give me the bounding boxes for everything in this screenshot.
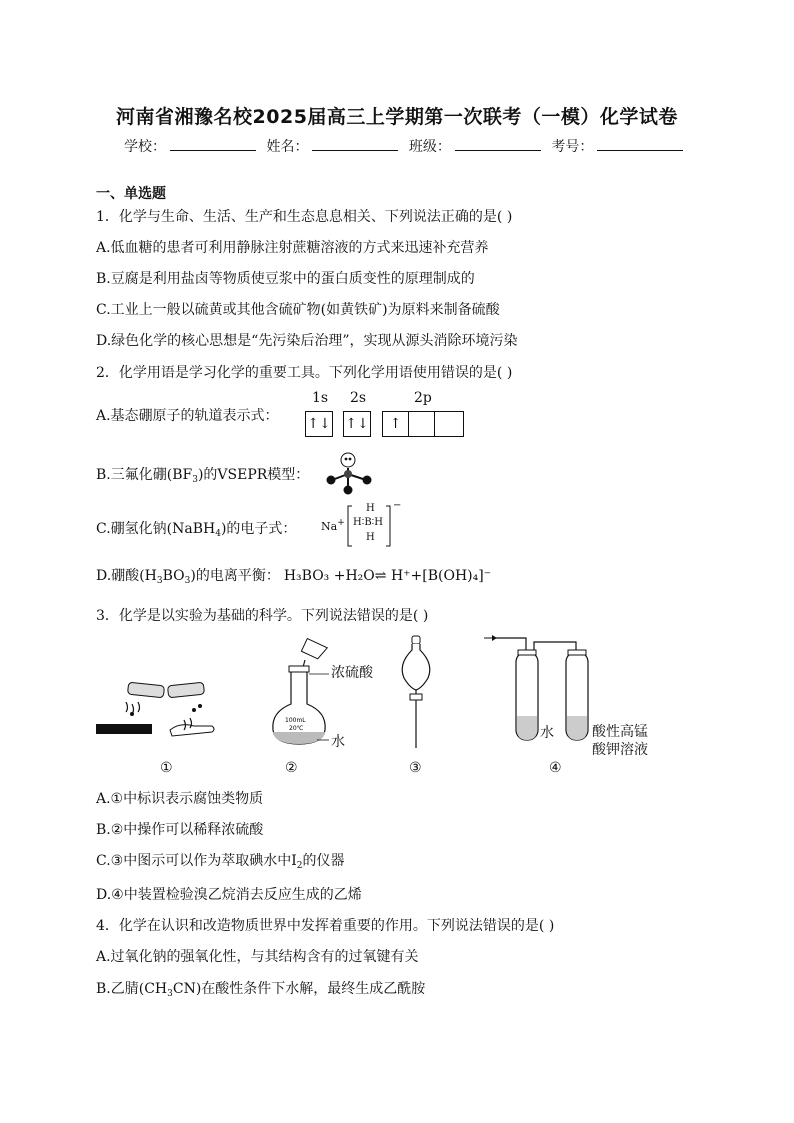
boric-acid-equation: H₃BO₃ +H₂O⇌ H⁺+[B(OH)₄]⁻: [283, 568, 492, 584]
bh4-charge: −: [393, 500, 402, 511]
orbital-cell-2p-1: ↑: [383, 412, 409, 436]
figure-label-1: ①: [160, 760, 173, 776]
orbital-box-2p: [382, 411, 464, 437]
class-field[interactable]: [455, 138, 541, 151]
label-water-tube: 水: [540, 725, 554, 741]
label-conc-sulfuric-acid: 浓硫酸: [331, 665, 373, 681]
q1-option-a: A.低血糖的患者可利用静脉注射蔗糖溶液的方式来迅速补充营养: [96, 240, 489, 256]
id-field[interactable]: [597, 138, 683, 151]
q4-stem: 4．化学在认识和改造物质世界中发挥着重要的作用。下列说法错误的是( ): [96, 918, 555, 934]
q2-option-b: B.三氟化硼$(BF_3)$的VSEPR模型：: [96, 467, 310, 485]
q3-option-c: C.③中图示可以作为萃取碘水中$I_2$的仪器: [96, 853, 345, 871]
figure-label-4: ④: [549, 760, 562, 776]
orbital-label-2p: 2p: [414, 390, 432, 406]
name-label: 姓名：: [266, 139, 309, 155]
orbital-cell-2p-3: [435, 412, 461, 436]
orbital-label-2s: 2s: [350, 390, 367, 406]
class-label: 班级：: [408, 139, 451, 155]
figure-label-3: ③: [409, 760, 422, 776]
q3-option-a: A.①中标识表示腐蚀类物质: [96, 791, 264, 807]
name-field[interactable]: [312, 138, 398, 151]
orbital-cell-1s: ↑↓: [307, 416, 331, 432]
separatory-funnel-figure: [396, 634, 436, 754]
q4-option-a: A.过氧化钠的强氧化性，与其结构含有的过氧键有关: [96, 949, 419, 965]
bh4-h-middle: H∶B∶H: [353, 517, 383, 528]
section-heading: 一、单选题: [96, 186, 166, 202]
figure-label-2: ②: [285, 760, 298, 776]
vsepr-model-figure: [322, 450, 382, 496]
q1-option-d: D.绿色化学的核心思想是“先污染后治理”，实现从源头消除环境污染: [96, 333, 518, 349]
volumetric-flask-figure: [265, 640, 335, 750]
orbital-box-2s: [343, 411, 371, 437]
school-field[interactable]: [170, 138, 256, 151]
sodium-ion: Na+: [321, 518, 345, 533]
label-water-flask: 水: [331, 734, 345, 750]
school-label: 学校：: [124, 139, 166, 155]
q4-option-b: B.乙腈$(CH_3CN)$在酸性条件下水解，最终生成乙酰胺: [96, 981, 426, 999]
corrosive-hazard-figure: [96, 680, 216, 740]
q2-option-c: C.硼氢化钠(NaBH$_4$)的电子式：: [96, 521, 297, 539]
q2-option-d: D.硼酸$(H_3BO_3)$的电离平衡： H₃BO₃ +H₂O⇌ H⁺+[B(OH)₄]⁻: [96, 568, 492, 586]
label-kmno4-line1: 酸性高锰: [592, 724, 648, 740]
q1-option-c: C.工业上一般以硫黄或其他含硫矿物(如黄铁矿)为原料来制备硫酸: [96, 302, 500, 318]
label-kmno4-line2: 酸钾溶液: [592, 742, 648, 758]
bh4-h-top: H: [366, 503, 375, 514]
flask-volume-text: 100mL: [285, 717, 306, 724]
orbital-box-1s: [305, 411, 333, 437]
q3-option-b: B.②中操作可以稀释浓硫酸: [96, 822, 264, 838]
orbital-label-1s: 1s: [312, 390, 329, 406]
q1-stem: 1．化学与生命、生活、生产和生态息息相关、下列说法正确的是( ): [96, 209, 513, 225]
q3-stem: 3．化学是以实验为基础的科学。下列说法错误的是( ): [96, 608, 429, 624]
q1-option-b: B.豆腐是利用盐卤等物质使豆浆中的蛋白质变性的原理制成的: [96, 271, 475, 287]
q2-stem: 2．化学用语是学习化学的重要工具。下列化学用语使用错误的是( ): [96, 365, 513, 381]
id-label: 考号：: [551, 139, 594, 155]
q2-option-a: A.基态硼原子的轨道表示式：: [96, 408, 279, 424]
student-info-row: [124, 136, 689, 156]
flask-temp-text: 20℃: [289, 725, 304, 732]
orbital-cell-2p-2: [409, 412, 435, 436]
q3-option-d: D.④中装置检验溴乙烷消去反应生成的乙烯: [96, 887, 362, 903]
exam-title: 河南省湘豫名校2025届高三上学期第一次联考（一模）化学试卷: [116, 106, 678, 128]
orbital-cell-2s: ↑↓: [345, 416, 369, 432]
bh4-h-bottom: H: [366, 532, 375, 543]
